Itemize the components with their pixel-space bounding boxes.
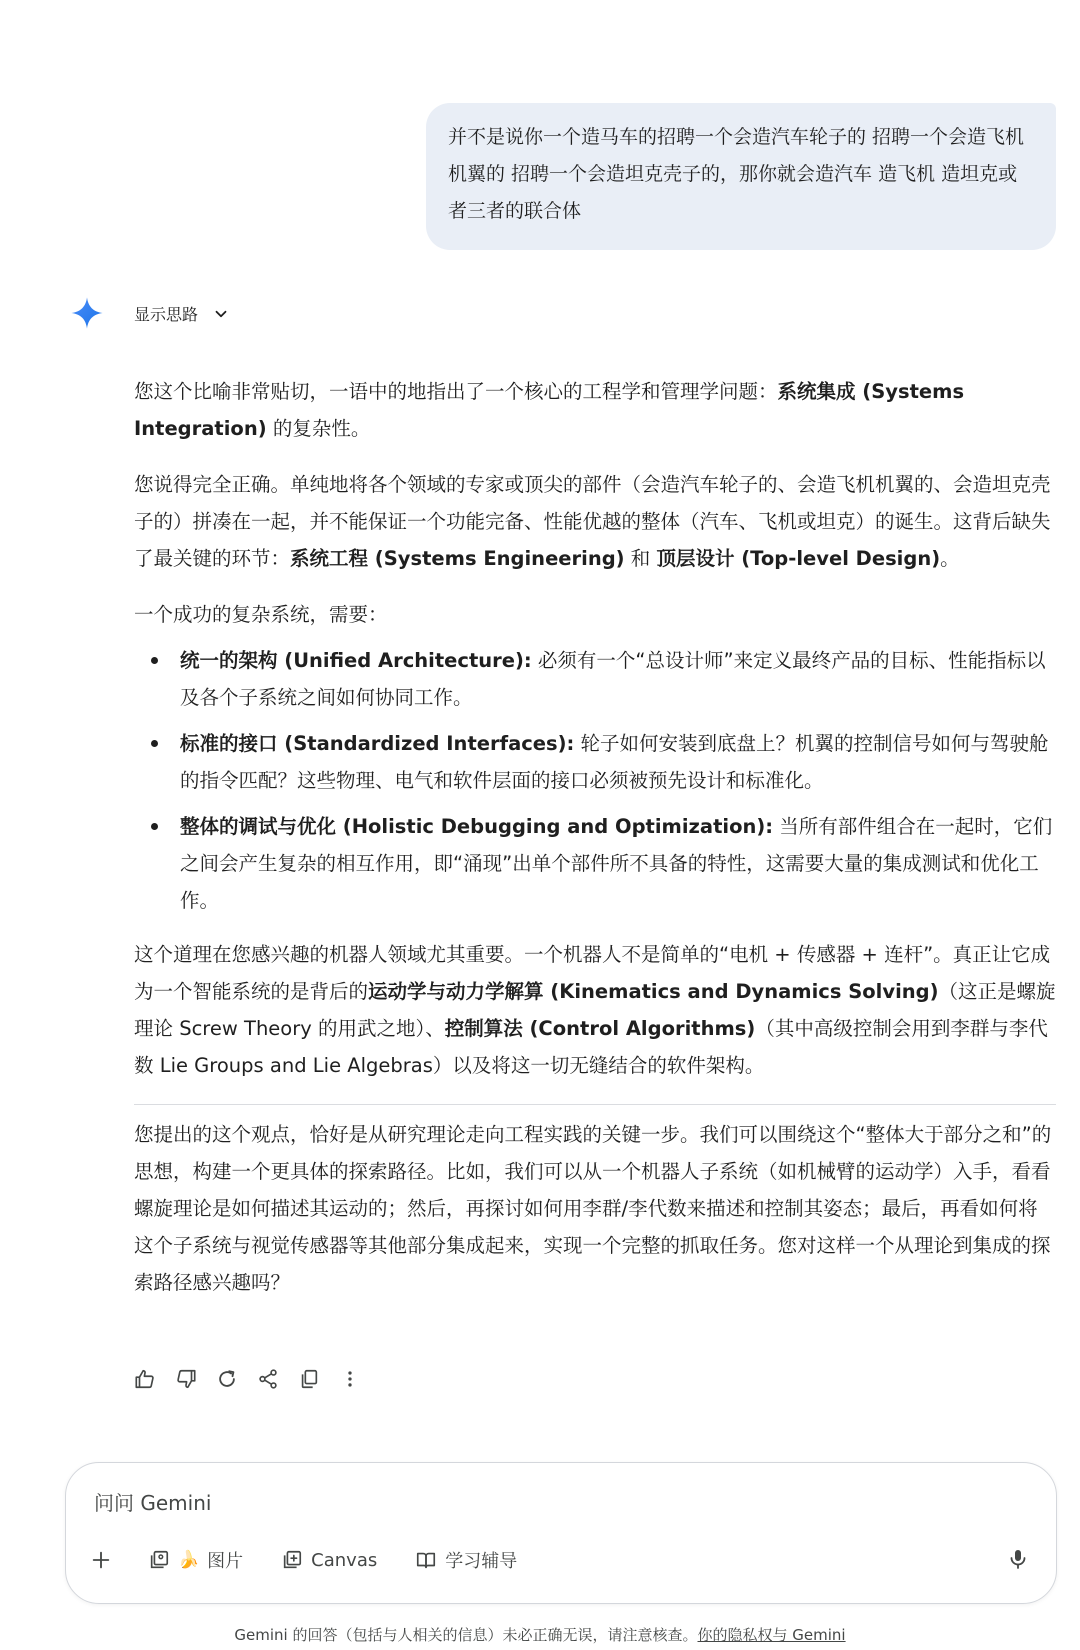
response-paragraph [134,936,1056,1084]
input-toolbar [90,1547,555,1573]
prompt-input-box[interactable] [65,1462,1057,1604]
prompt-input[interactable]: 问问 Gemini [94,1491,212,1515]
text-run: 的复杂性。 [266,417,371,440]
text-run: 轮子如何安装到底盘上？机翼的控制信号如何与驾驶舱的指令匹配？这些物理、电气和软件层面的接口必须被预先设计和标准化。 [180,732,1049,792]
gemini-sparkle-icon [70,296,104,330]
redo-icon [216,1368,238,1390]
disclaimer-footer [0,1624,1080,1645]
microphone-icon[interactable] [1006,1547,1030,1571]
text-run: 必须有一个“总设计师”来定义最终产品的目标、性能指标以及各个子系统之间如何协同工作。 [180,649,1046,709]
response-header [70,296,104,330]
book-icon [415,1549,437,1571]
more-options-button[interactable] [339,1368,361,1390]
show-thinking-label: 显示思路 [134,305,199,324]
share-button[interactable] [257,1368,279,1390]
copy-button[interactable] [298,1368,320,1390]
response-paragraph [134,466,1056,577]
copy-icon [298,1368,320,1390]
plus-icon [90,1549,112,1571]
thumbs-down-icon [175,1368,197,1390]
bold-text-run: 顶层设计 (Top-level Design) [656,547,941,570]
add-button[interactable] [90,1549,112,1571]
text-run: （其中高级控制会用到李群与李代数 Lie Groups and Lie Algebras）以及将这一切无缝结合的软件架构。 [134,1017,1048,1077]
text-run: （这正是螺旋理论 Screw Theory 的用武之地）、 [134,980,1056,1040]
response-body [134,373,1056,1320]
banana-emoji: 🍌 [178,1550,200,1570]
bold-text-run: 系统集成 (Systems Integration) [134,380,965,440]
disclaimer-text: Gemini 的回答（包括与人相关的信息）未必正确无误，请注意核查。 [234,1626,698,1644]
response-bullet-list [134,642,1056,919]
study-tool-button[interactable] [415,1547,517,1573]
user-message-text: 并不是说你一个造马车的招聘一个会造汽车轮子的 招聘一个会造飞机机翼的 招聘一个会造坦克壳子的，那你就会造汽车 造飞机 造坦克或者三者的联合体 [448,126,1025,222]
image-tool-button[interactable] [148,1547,243,1573]
thumbs-up-button[interactable] [134,1368,156,1390]
response-paragraph: 一个成功的复杂系统，需要： [134,603,388,626]
text-run: 。 [940,547,960,570]
thumbs-down-button[interactable] [175,1368,197,1390]
response-paragraph: 您提出的这个观点，恰好是从研究理论走向工程实践的关键一步。我们可以围绕这个“整体大于部分之和”的思想，构建一个更具体的探索路径。比如，我们可以从一个机器人子系统（如机械臂的运动学）入手，看看螺旋理论是如何描述其运动的；然后，再探讨如何用李群/李代数来描述和控制其姿态；最后，再看如何将这个子系统与视觉传感器等其他部分集成起来，实现一个完整的抓取任务。您对这样一个从理论到集成的探索路径感兴趣吗？ [134,1123,1052,1294]
response-actions [134,1368,361,1390]
text-run: 您说得完全正确。单纯地将各个领域的专家或顶尖的部件（会造汽车轮子的、会造飞机机翼的、会造坦克壳子的）拼凑在一起，并不能保证一个功能完备、性能优越的整体（汽车、飞机或坦克）的诞生。这背后缺失了最关键的环节： [134,473,1051,570]
more-vert-icon [339,1368,361,1390]
text-run: 这个道理在您感兴趣的机器人领域尤其重要。一个机器人不是简单的“电机 + 传感器 + 连杆”。真正让它成为一个智能系统的是背后的 [134,943,1051,1003]
text-run: 当所有部件组合在一起时，它们之间会产生复杂的相互作用，即“涌现”出单个部件所不具备的特性，这需要大量的集成测试和优化工作。 [180,815,1053,912]
thumbs-up-icon [134,1368,156,1390]
show-thinking-toggle[interactable] [134,302,230,325]
list-item [180,725,1056,799]
image-tool-label: 图片 [207,1551,244,1572]
privacy-link[interactable]: 你的隐私权与 Gemini [697,1626,846,1644]
canvas-tool-label: Canvas [311,1549,378,1571]
canvas-tool-button[interactable] [281,1549,377,1571]
text-run: 和 [624,547,657,570]
list-item [180,642,1056,716]
bold-text-run: 运动学与动力学解算 (Kinematics and Dynamics Solving) [368,980,939,1003]
chevron-down-icon [212,305,230,323]
text-run: 您这个比喻非常贴切，一语中的地指出了一个核心的工程学和管理学问题： [134,380,778,403]
list-item [180,808,1056,919]
bold-text-run: 整体的调试与优化 (Holistic Debugging and Optimization): [180,815,774,838]
canvas-icon [281,1549,303,1571]
bold-text-run: 统一的架构 (Unified Architecture): [180,649,532,672]
regenerate-button[interactable] [216,1368,238,1390]
user-message-bubble [426,103,1056,250]
bold-text-run: 控制算法 (Control Algorithms) [444,1017,756,1040]
image-gallery-icon [148,1549,170,1571]
response-paragraph [134,373,1056,447]
bold-text-run: 系统工程 (Systems Engineering) [290,547,625,570]
bold-text-run: 标准的接口 (Standardized Interfaces): [180,732,575,755]
divider [134,1104,1056,1105]
share-icon [257,1368,279,1390]
study-tool-label: 学习辅导 [445,1551,518,1572]
